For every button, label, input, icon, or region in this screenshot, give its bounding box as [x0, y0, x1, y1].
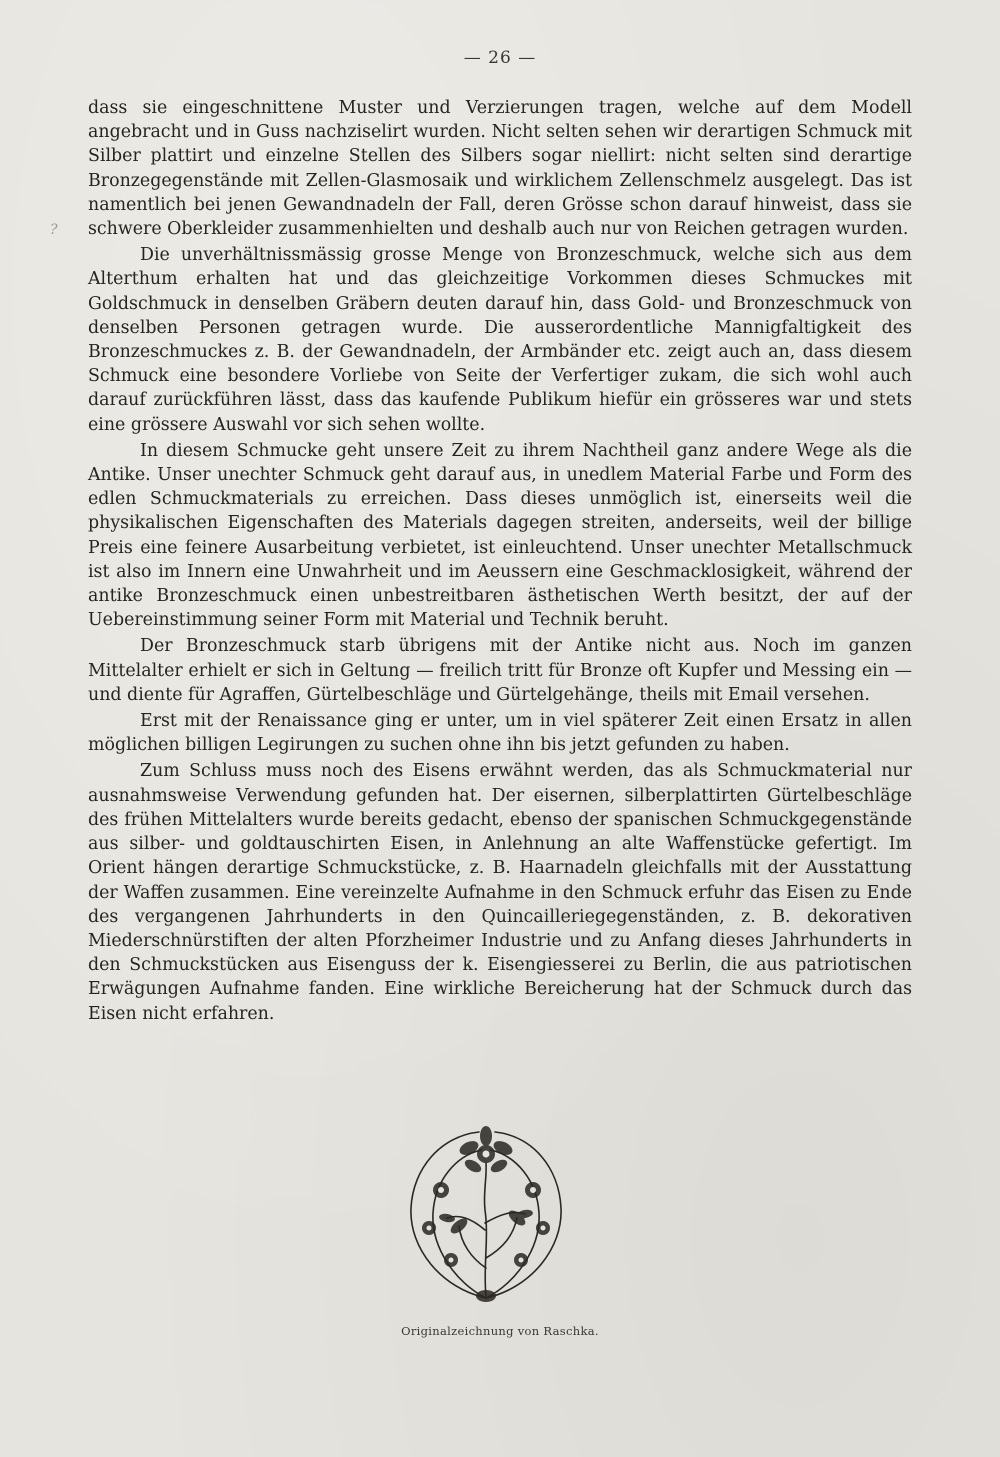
body-text [88, 96, 912, 1026]
page-number: — 26 — [463, 48, 537, 68]
paragraph-5: Erst mit der Renaissance ging er unter, um in viel späterer Zeit einen Ersatz in allen möglichen billigen Legirungen zu suchen ohne ihn bis jetzt gefunden zu haben. [88, 711, 912, 756]
paragraph-4: Der Bronzeschmuck starb übrigens mit der Antike nicht aus. Noch im ganzen Mittelalter erhielt er sich in Geltung — freilich tritt für Bronze oft Kupfer und Messing ein — und diente für Agraffen, Gürtelbeschläge und Gürtelgehänge, theils mit Email versehen. [88, 636, 912, 705]
paragraph-6: Zum Schluss muss noch des Eisens erwähnt werden, das als Schmuckmaterial nur ausnahmsweise Verwendung gefunden hat. Der eisernen, silberplattirten Gürtelbeschläge des frühen Mittelalters wurde bereits gedacht, ebenso der spanischen Schmuckgegenstände aus silber- und goldtauschirten Eisen, in Anlehnung an alte Waffenstücke gefertigt. Im Orient hängen derartige Schmuckstücke, z. B. Haarnadeln gleichfalls mit der Ausstattung der Waffen zusammen. Eine vereinzelte Aufnahme in den Schmuck erfuhr das Eisen zu Ende des vergangenen Jahrhunderts in den Quincailleriegegenständen, z. B. dekorativen Miederschnürstiften der alten Pforzheimer Industrie und zu Anfang dieses Jahrhunderts in den Schmuckstücken aus Eisenguss der k. Eisengiesserei zu Berlin, die aus patriotischen Erwägungen Aufnahme fanden. Eine wirkliche Bereicherung hat der Schmuck durch das Eisen nicht erfahren. [88, 761, 912, 1024]
floral-ornament-icon [401, 1118, 571, 1308]
paragraph-1: dass sie eingeschnittene Muster und Verzierungen tragen, welche auf dem Modell angebracht und in Guss nachziselirt wurden. Nicht selten sehen wir derartigen Schmuck mit Silber plattirt und einzelne Stellen des Silbers sogar niellirt: nicht selten sind derartige Bronzegegenstände mit Zellen-Glasmosaik und wirklichem Zellenschmelz ausgelegt. Das ist namentlich bei jenen Gewandnadeln der Fall, deren Grösse schon darauf hinweist, dass sie schwere Oberkleider zusammenhielten und deshalb auch nur von Reichen getragen wurden. [88, 98, 912, 240]
figure-caption: Originalzeichnung von Raschka. [401, 1324, 599, 1338]
margin-pencil-mark: ? [50, 222, 58, 238]
paragraph-2: Die unverhältnissmässig grosse Menge von Bronzeschmuck, welche sich aus dem Alterthum erhalten hat und das gleichzeitige Vorkommen dieses Schmuckes mit Goldschmuck in denselben Gräbern deuten darauf hin, dass Gold- und Bronzeschmuck von denselben Personen getragen wurde. Die ausserordentliche Mannigfaltigkeit des Bronzeschmuckes z. B. der Gewandnadeln, der Armbänder etc. zeigt auch an, dass diesem Schmuck eine besondere Vorliebe von Seite der Verfertiger zukam, die sich wohl auch darauf zurückführen lässt, dass das kaufende Publikum hiefür ein grösseres war und stets eine grössere Auswahl vor sich sehen wollte. [88, 245, 912, 435]
paragraph-3: In diesem Schmucke geht unsere Zeit zu ihrem Nachtheil ganz andere Wege als die Antike. Unser unechter Schmuck geht darauf aus, in unedlem Material Farbe und Form des edlen Schmuckmaterials zu erreichen. Dass dieses unmöglich ist, einerseits weil die physikalischen Eigenschaften des Materials dagegen streiten, anderseits, weil der billige Preis eine feinere Ausarbeitung verbietet, ist einleuchtend. Unser unechter Metallschmuck ist also im Innern eine Unwahrheit und im Aeussern eine Geschmacklosigkeit, während der antike Bronzeschmuck einen unbestreitbaren ästhetischen Werth besitzt, der auf der Uebereinstimmung seiner Form mit Material und Technik beruht. [88, 440, 912, 631]
